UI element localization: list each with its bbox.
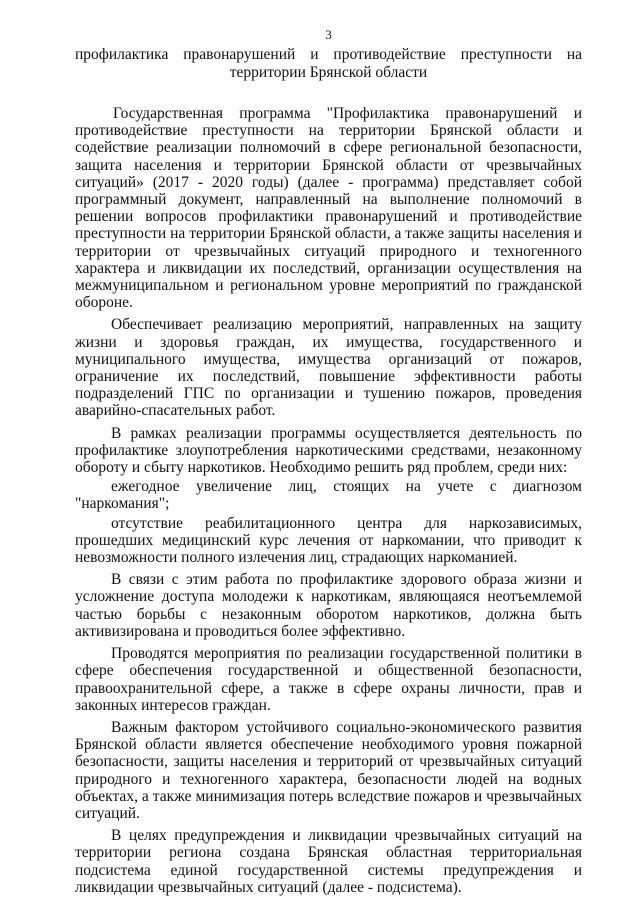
page-number: 3 [325,27,332,42]
paragraph-emergency-subsystem: В целях предупреждения и ликвидации чрезвычайных ситуаций на территории региона создана Брянская областная территориальная подсистема единой государственной системы предупреждения и ликвидации чрезвычайных ситуаций (далее - подсистема). [75,827,582,896]
paragraph-public-security: Проводятся мероприятия по реализации государственной политики в сфере обеспечения государственной и общественной безопасности, правоохранительной сфере, а также в сфере охраны личности, прав и законных интересов граждан. [75,645,582,714]
paragraph-economic-development: Важным фактором устойчивого социально-экономического развития Брянской области является обеспечение необходимого уровня пожарной безопасности, защиты населения и территорий от чрезвычайных ситуаций природного и техногенного характера, безопасности людей на водных объектах, а также минимизация потерь вследствие пожаров и чрезвычайных ситуаций. [75,718,582,822]
paragraph-fire-safety: Обеспечивает реализацию мероприятий, направленных на защиту жизни и здоровья граждан, их имущества, государственного и муниципального имущества, имущества организаций от пожаров, ограничение их последствий, повышение эффективности работы подразделений ГПС по организации и тушению пожаров, проведения аварийно-спасательных работ. [75,316,582,420]
paragraph-youth-prevention: В связи с этим работа по профилактике здорового образа жизни и усложнение доступа молодежи к наркотикам, являющаяся неотъемлемой частью борьбы с незаконным оборотом наркотиков, должна быть активизирована и проводиться более эффективно. [75,571,582,640]
paragraph-drug-prevention: В рамках реализации программы осуществляется деятельность по профилактике злоупотребления наркотическими средствами, незаконному обороту и сбыту наркотиков. Необходимо решить ряд проблем, среди них: [75,424,582,477]
section-title-line-1: профилактика правонарушений и противодействие преступности на [75,46,582,63]
paragraph-problem-registered-addicts: ежегодное увеличение лиц, стоящих на учете с диагнозом "наркомания"; [75,478,582,513]
paragraph-program-description: Государственная программа "Профилактика правонарушений и противодействие преступности на территории Брянской области и содействие реализации полномочий в сфере региональной безопасности, защита населения и территории Брянской области от чрезвычайных ситуаций» (2017 - 2020 годы) (далее - программа) представляет собой программный документ, направленный на выполнение полномочий в решении вопросов профилактики правонарушений и противодействие преступности на территории Брянской области, а также защиты населения и территории от чрезвычайных ситуаций природного и техногенного характера и ликвидации их последствий, организации осуществления на межмуниципальном и региональном уровне мероприятий по гражданской обороне. [75,105,582,312]
paragraph-problem-rehab-center: отсутствие реабилитационного центра для наркозависимых, прошедших медицинский курс лечения от наркомании, что приводит к невозможности полного излечения лиц, страдающих наркоманией. [75,514,582,567]
section-title-line-2: территории Брянской области [229,64,428,81]
section-title [75,46,582,82]
